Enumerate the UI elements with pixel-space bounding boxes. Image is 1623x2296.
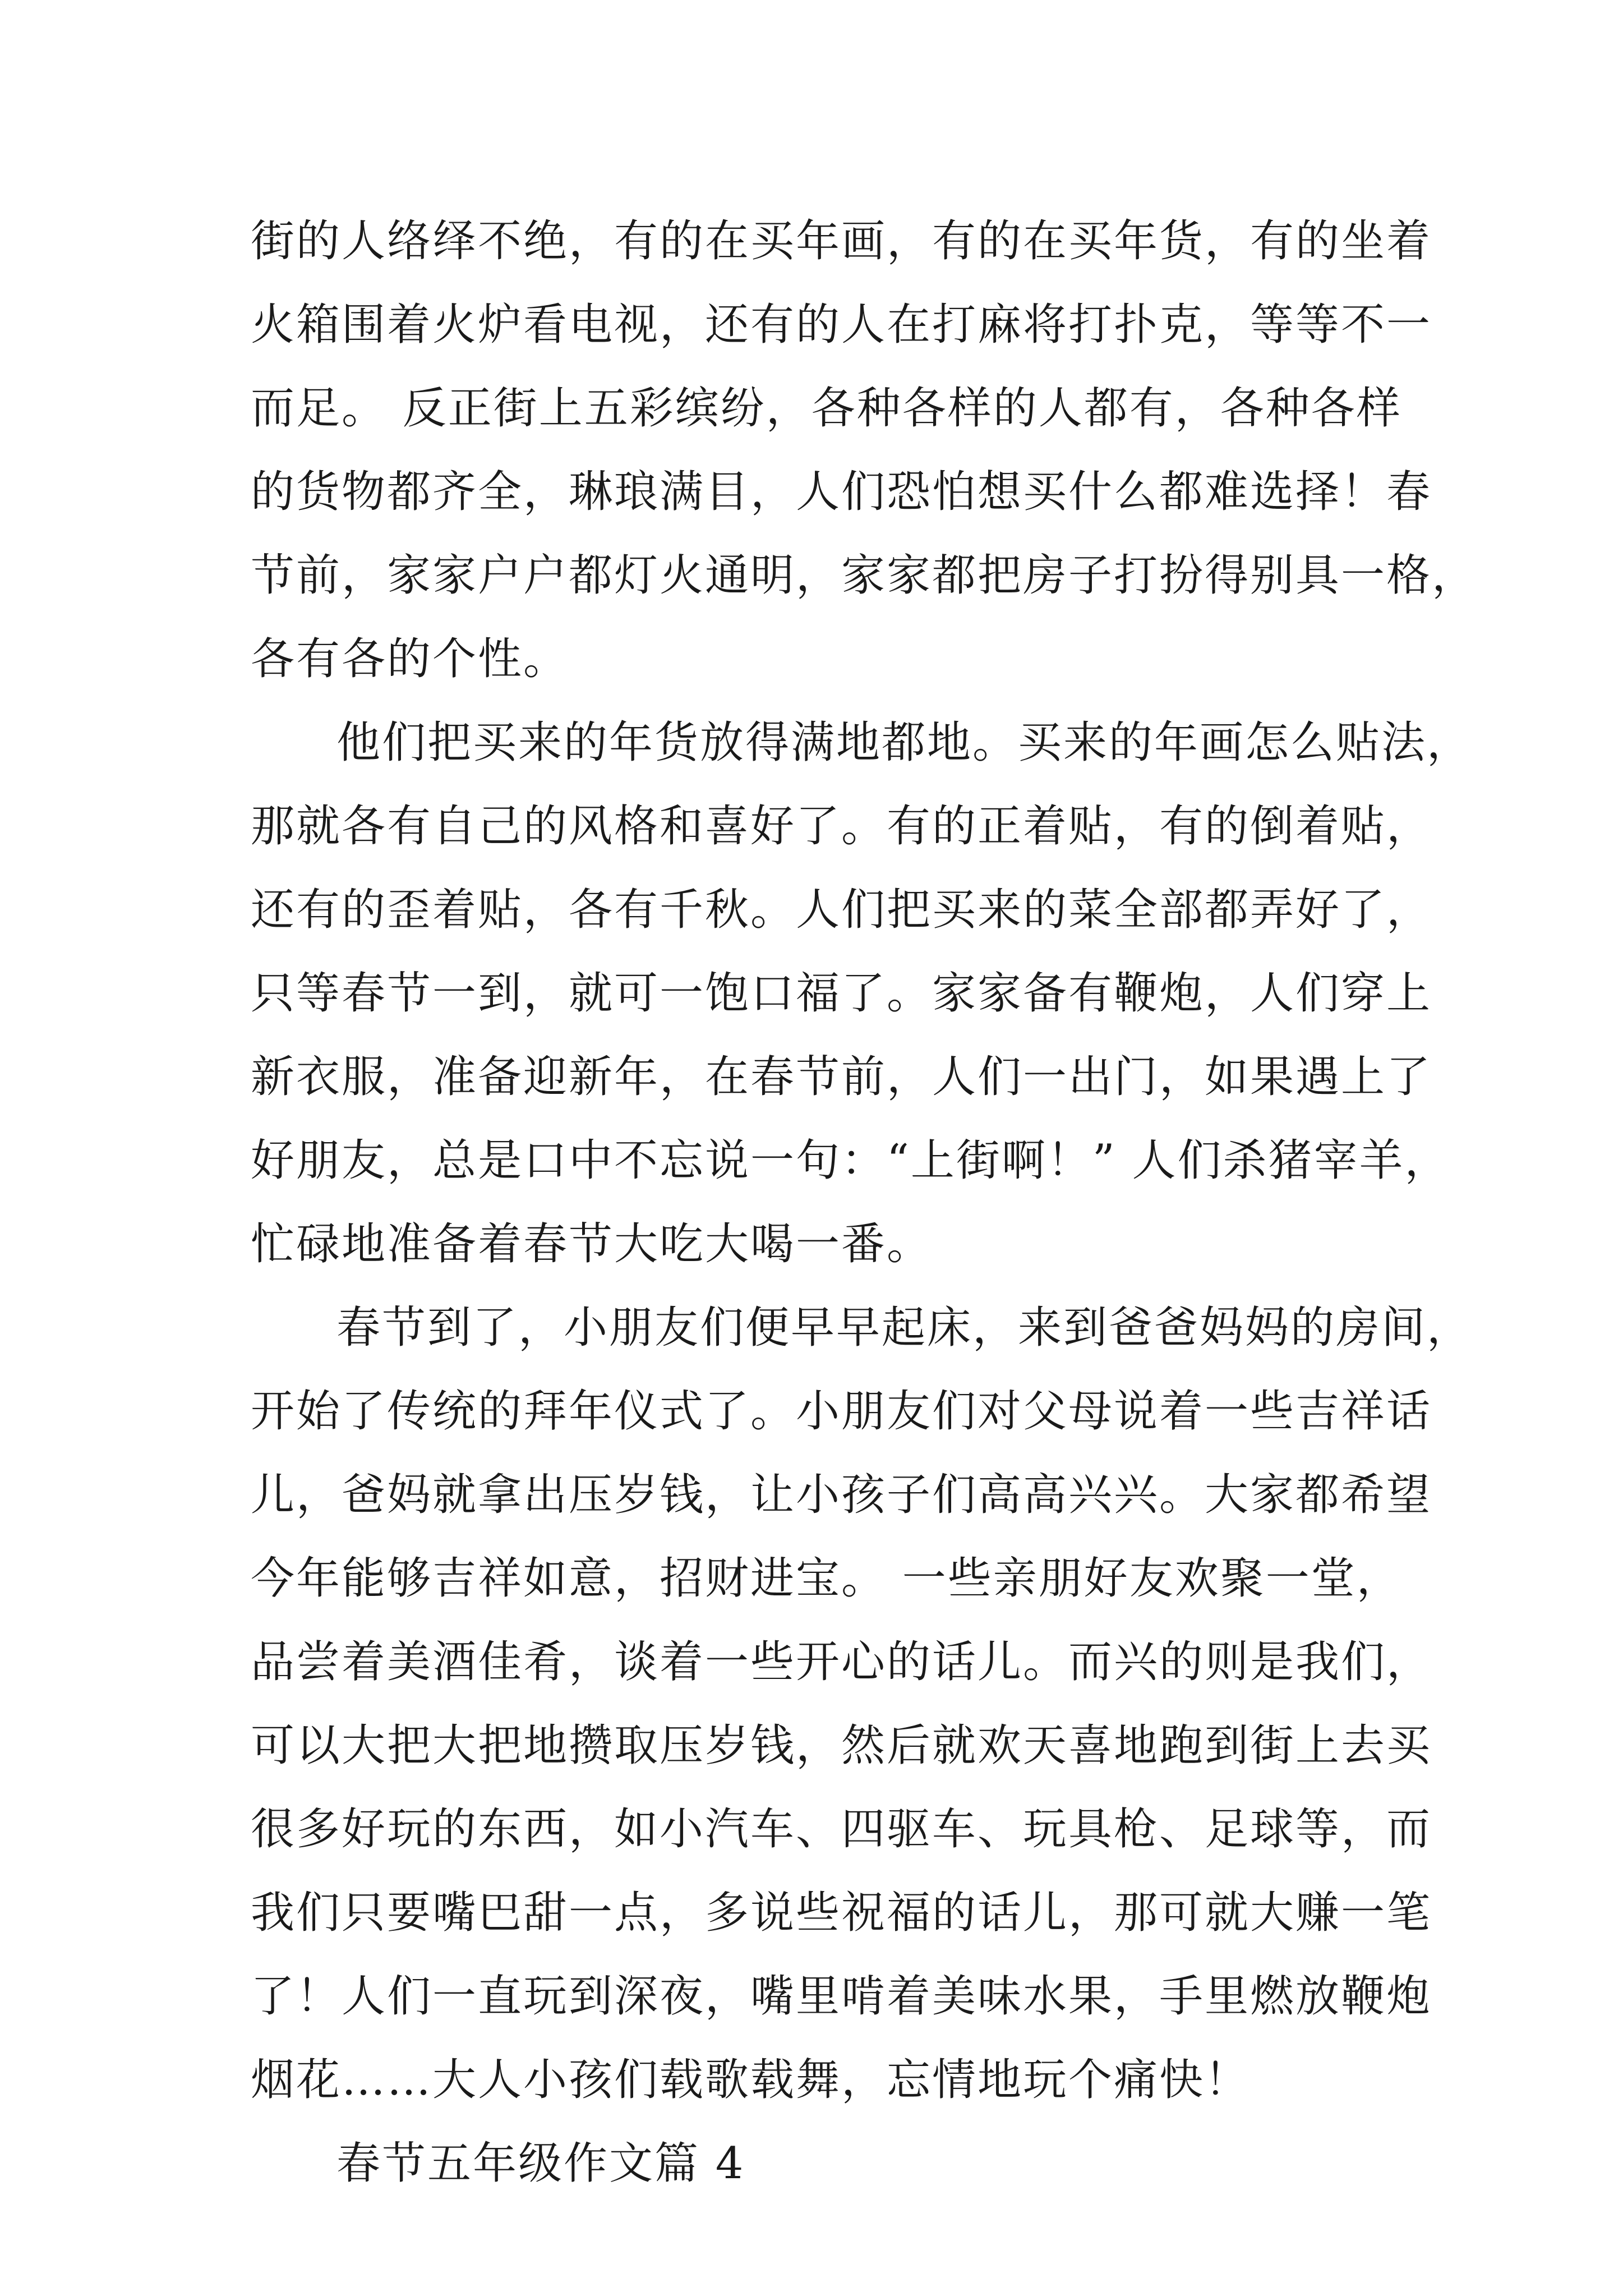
- text-line: 各有各的个性。: [251, 634, 569, 684]
- text-line: 只等春节一到，就可一饱口福了。家家备有鞭炮，人们穿上: [251, 968, 1432, 1019]
- text-line: 儿，爸妈就拿出压岁钱，让小孩子们高高兴兴。大家都希望: [251, 1470, 1432, 1520]
- text-line: 的货物都齐全，琳琅满目，人们恐怕想买什么都难选择！春: [251, 467, 1432, 517]
- paragraph-first-line: 春节到了，小朋友们便早早起床，来到爸爸妈妈的房间，: [336, 1303, 1473, 1353]
- text-line: 今年能够吉祥如意，招财进宝。 一些亲朋好友欢聚一堂，: [251, 1553, 1402, 1604]
- text-line: 开始了传统的拜年仪式了。小朋友们对父母说着一些吉祥话: [251, 1386, 1432, 1437]
- section-heading: 春节五年级作文篇 4: [336, 2138, 745, 2189]
- text-line: 品尝着美酒佳肴，谈着一些开心的话儿。而兴的则是我们，: [251, 1637, 1432, 1687]
- text-line: 好朋友，总是口中不忘说一句：“上街啊！” 人们杀猪宰羊，: [251, 1135, 1450, 1186]
- text-line: 街的人络绎不绝，有的在买年画，有的在买年货，有的坐着: [251, 216, 1432, 266]
- text-line: 忙碌地准备着春节大吃大喝一番。: [251, 1219, 933, 1269]
- text-line: 火箱围着火炉看电视，还有的人在打麻将打扑克，等等不一: [251, 300, 1432, 350]
- paragraph-first-line: 他们把买来的年货放得满地都地。买来的年画怎么贴法，: [336, 717, 1473, 768]
- text-line: 烟花……大人小孩们载歌载舞，忘情地玩个痛快！: [251, 2055, 1251, 2105]
- text-line: 新衣服，准备迎新年，在春节前，人们一出门，如果遇上了: [251, 1052, 1432, 1102]
- text-line: 还有的歪着贴，各有千秋。人们把买来的菜全部都弄好了，: [251, 885, 1432, 935]
- text-line: 我们只要嘴巴甜一点，多说些祝福的话儿，那可就大赚一笔: [251, 1888, 1432, 1938]
- text-line: 而足。 反正街上五彩缤纷，各种各样的人都有，各种各样: [251, 383, 1402, 434]
- text-line: 很多好玩的东西，如小汽车、四驱车、玩具枪、足球等，而: [251, 1804, 1432, 1855]
- text-line: 节前，家家户户都灯火通明，家家都把房子打扮得别具一格，: [251, 550, 1478, 601]
- text-line: 了！人们一直玩到深夜，嘴里啃着美味水果，手里燃放鞭炮: [251, 1971, 1432, 2022]
- text-line: 可以大把大把地攒取压岁钱，然后就欢天喜地跑到街上去买: [251, 1720, 1432, 1771]
- text-line: 那就各有自己的风格和喜好了。有的正着贴，有的倒着贴，: [251, 801, 1432, 852]
